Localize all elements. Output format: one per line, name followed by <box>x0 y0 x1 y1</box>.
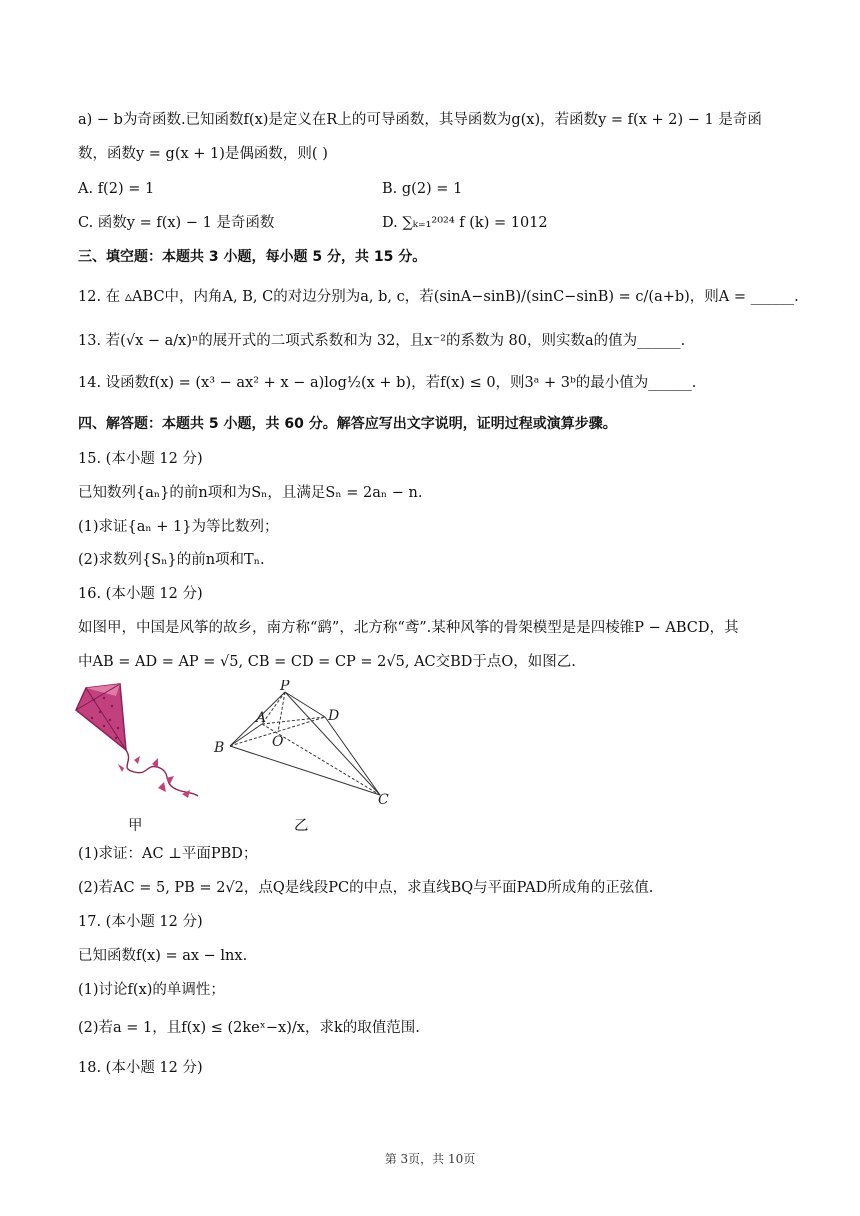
question-17-part2: (2)若a = 1，且f(x) ≤ (2keˣ−x)/x，求k的取值范围. <box>78 1020 420 1036</box>
label-b: B <box>214 740 225 756</box>
question-15-part1: (1)求证{aₙ + 1}为等比数列； <box>78 519 279 535</box>
question-18-title: 18. (本小题 12 分) <box>78 1060 203 1076</box>
figure-label-yi: 乙 <box>294 818 309 834</box>
question-16-part2: (2)若AC = 5, PB = 2√2，点Q是线段PC的中点，求直线BQ与平面PAD所成角的正弦值. <box>78 880 654 896</box>
question-13: 13. 若(√x − a/x)ⁿ的展开式的二项式系数和为 32，且x⁻²的系数为 80，则实数a的值为______. <box>78 333 686 349</box>
question-16-part1: (1)求证：AC ⊥平面PBD； <box>78 846 258 862</box>
question-16-stem-2: 中AB = AD = AP = √5, CB = CD = CP = 2√5, AC交BD于点O，如图乙. <box>78 654 576 670</box>
label-p: P <box>280 680 290 694</box>
section-3-heading: 三、填空题：本题共 3 小题，每小题 5 分，共 15 分。 <box>78 249 427 265</box>
question-12: 12. 在 ▵ABC中，内角A, B, C的对边分别为a, b, c，若(sinA−sinB)/(sinC−sinB) = c/(a+b)，则A = ______. <box>78 289 799 305</box>
pyramid-diagram <box>210 680 400 805</box>
kite-illustration <box>74 680 204 805</box>
question-14: 14. 设函数f(x) = (x³ − ax² + x − a)log½(x + b)，若f(x) ≤ 0，则3ᵃ + 3ᵇ的最小值为______. <box>78 375 697 391</box>
question-15-title: 15. (本小题 12 分) <box>78 451 203 467</box>
option-b: B. g(2) = 1 <box>382 181 463 197</box>
text-line-1: a) − b为奇函数.已知函数f(x)是定义在R上的可导函数，其导函数为g(x)，若函数y = f(x + 2) − 1 是奇函 <box>78 112 762 128</box>
label-o: O <box>272 734 284 750</box>
option-c: C. 函数y = f(x) − 1 是奇函数 <box>78 215 275 231</box>
question-15-stem: 已知数列{aₙ}的前n项和为Sₙ，且满足Sₙ = 2aₙ − n. <box>78 485 423 501</box>
label-a: A <box>256 710 267 726</box>
question-16-stem-1: 如图甲，中国是风筝的故乡，南方称“鹞”，北方称“鸢”.某种风筝的骨架模型是是四棱锥P − ABCD，其 <box>78 620 739 636</box>
question-16-title: 16. (本小题 12 分) <box>78 586 203 602</box>
question-15-part2: (2)求数列{Sₙ}的前n项和Tₙ. <box>78 552 265 568</box>
question-17-title: 17. (本小题 12 分) <box>78 914 203 930</box>
label-c: C <box>378 792 389 805</box>
question-17-part1: (1)讨论f(x)的单调性； <box>78 982 225 998</box>
question-17-stem: 已知函数f(x) = ax − lnx. <box>78 948 248 964</box>
label-d: D <box>328 708 340 724</box>
figure-label-jia: 甲 <box>128 818 143 834</box>
page-footer: 第 3页，共 10页 <box>384 1152 476 1166</box>
option-d: D. ∑ₖ₌₁²⁰²⁴ f (k) = 1012 <box>382 215 548 231</box>
option-a: A. f(2) = 1 <box>78 181 155 197</box>
section-4-heading: 四、解答题：本题共 5 小题，共 60 分。解答应写出文字说明，证明过程或演算步骤。 <box>78 416 617 432</box>
text-line-2: 数，函数y = g(x + 1)是偶函数，则( ) <box>78 146 328 162</box>
